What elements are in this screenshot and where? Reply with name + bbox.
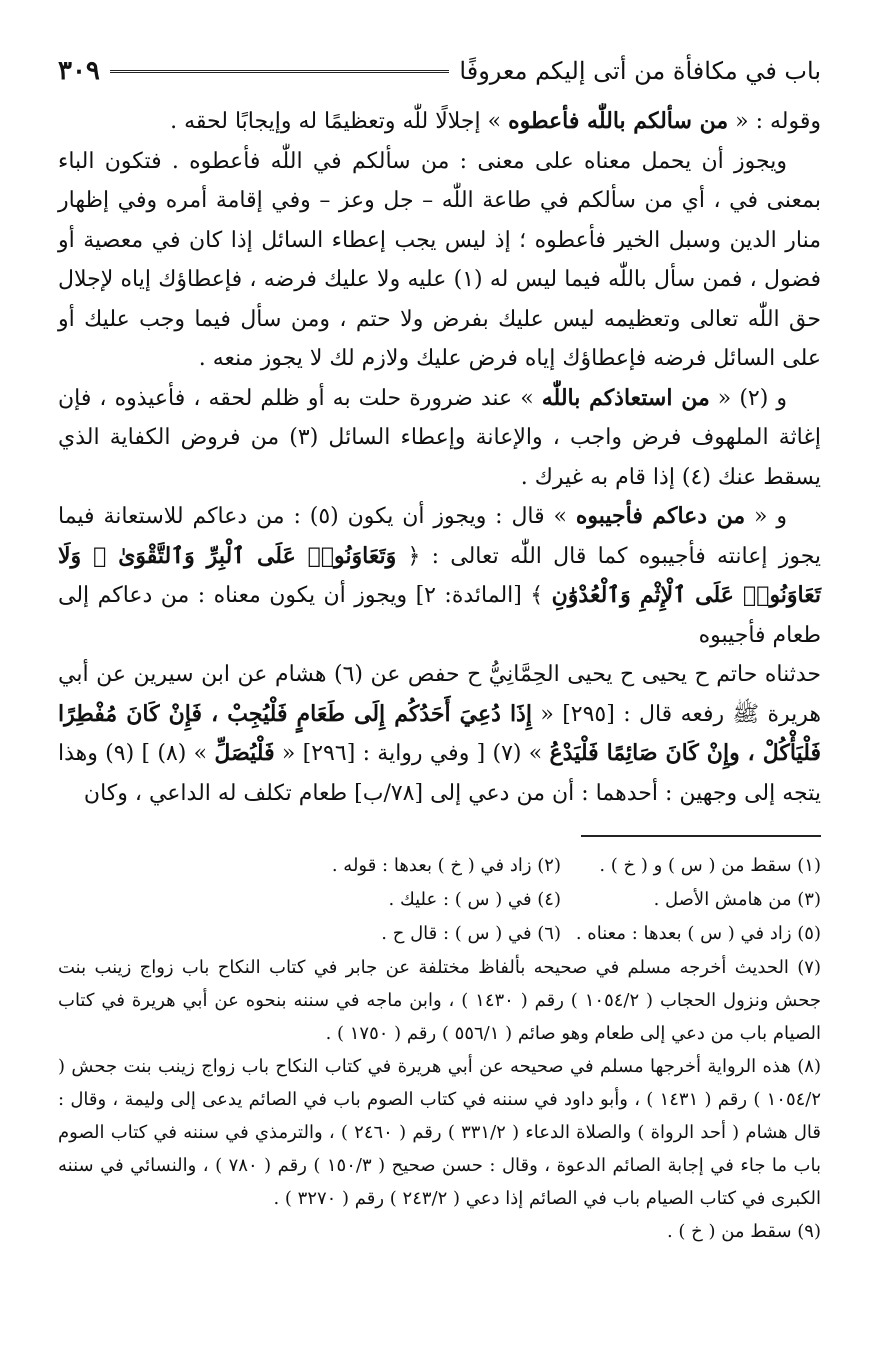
footnote-7: (٧) الحديث أخرجه مسلم في صحيحه بألفاظ مختلفة عن جابر في كتاب النكاح باب زواج زينب بنت جحش ونزول الحجاب ( ١٠٥٤/٢ ) رقم ( ١٤٣٠ ) ، وابن ماجه في سننه بنحوه عن أبي هريرة في كتاب الصيام باب من دعي إلى طعام وهو صائم ( ٥٥٦/١ ) رقم ( ١٧٥٠ ) . [58,957,821,1044]
footnote-row [58,849,821,883]
footnotes [58,849,821,1248]
footnote-8: (٨) هذه الرواية أخرجها مسلم في صحيحه عن أبي هريرة في كتاب النكاح باب زواج زينب بنت جحش ( ١٠٥٤/٢ ) رقم ( ١٤٣١ ) ، وأبو داود في سننه في كتاب الصوم باب في الصائم يدعى إلى وليمة ، وقال : قال هشام ( أحد الرواة ) والصلاة الدعاء ( ٣٣١/٢ ) رقم ( ٢٤٦٠ ) ، والترمذي في سننه في كتاب الصوم باب ما جاء في إجابة الصائم الدعوة ، وقال : حسن صحيح ( ١٥٠/٣ ) رقم ( ٧٨٠ ) ، والنسائي في سننه الكبرى في كتاب الصيام باب في الصائم إذا دعي ( ٢٤٣/٢ ) رقم ( ٣٢٧٠ ) . [58,1056,822,1209]
main-text [58,102,821,813]
paragraph-2: ويجوز أن يحمل معناه على معنى : من سألكم في اللّٰه فأعطوه . فتكون الباء بمعنى في ، أي من سألكم في طاعة اللّٰه – جل وعز – وفي إقامة أمره وفي إظهار منار الدين وسبل الخير فأعطوه ؛ إذ ليس يجب إعطاء السائل إذا كان في معصية أو فضول ، فمن سأل باللّٰه فيما ليس له (١) عليه ولا عليك فرضه ، فإعطاؤك إياه لإجلال حق اللّٰه تعالى وتعظيمه ليس عليك بفرض ولا حتم ، ومن سأل فيما وجب عليك أو على السائل فرضه فإعطاؤك إياه فرض عليك ولازم لك لا يجوز منعه . [58,148,821,371]
text-run: » (٧) [ وفي رواية : [٢٩٦] « [274,741,550,766]
footnote-row [58,917,821,951]
hadith-phrase: من استعاذكم باللّٰه [541,384,710,411]
footnote-1: (١) سقط من ( س ) و ( خ ) . [599,855,821,876]
page-header [58,46,821,96]
footnote-6: (٦) في ( س ) : قال ح . [381,923,561,944]
hadith-phrase: من سألكم باللّٰه فأعطوه [508,108,729,134]
text-run: » إجلالًا للّٰه وتعظيمًا له وإيجابًا لحقه . [170,109,509,134]
running-title: باب في مكافأة من أتى إليكم معروفًا [459,57,821,85]
page-number: ٣٠٩ [58,56,100,86]
text-run: وقوله : « [728,109,821,134]
paragraph-4 [58,497,821,655]
hadith-phrase: من دعاكم فأجيبوه [575,503,746,529]
paragraph-3 [58,379,821,498]
footnote-row [58,883,821,917]
text-run: » قال : ويجوز أن يكون (٥) : من دعاكم للاستعانة فيما يجوز إعانته فأجيبوه كما قال اللّٰه تعالى : ﴿ [58,504,822,569]
header-rule [110,70,450,73]
hadith-text: إِذَا دُعِيَ أَحَدُكُم إِلَى طَعَامٍ فَلْيُجِبْ ، فَإِنْ كَانَ مُفْطِرًا فَلْيَأْكُلْ ، وإِنْ كَانَ صَائِمًا فَلْيَدْعُ [58,700,821,766]
footnote-3: (٣) من هامش الأصل . [653,889,821,910]
footnote-2: (٢) زاد في ( خ ) بعدها : قوله . [331,855,561,876]
text-run: حدثناه حاتم ح يحيى ح يحيى الحِمَّانِيُّ ح حفص عن (٦) هشام عن ابن سيرين عن أبي هريرة ﷺ رفعه قال : [٢٩٥] « [58,662,822,727]
paragraph-5 [58,655,821,813]
footnote-9: (٩) سقط من ( خ ) . [666,1221,821,1242]
text-run: » عند ضرورة حلت به أو ظلم لحقه ، فأعيذوه ، فإن إغاثة الملهوف فرض واجب ، والإعانة وإعطاء السائل (٣) من فروض الكفاية الذي يسقط عنك (٤) إذا قام به غيرك . [58,385,822,490]
quran-verse: وَتَعَاوَنُوا۟ عَلَى ٱلْبِرِّ وَٱلتَّقْوَىٰ ۖ وَلَا تَعَاوَنُوا۟ عَلَى ٱلْإِثْمِ وَٱلْعُدْوَٰنِ [58,542,821,608]
hadith-variant: فَلْيُصَلِّ [214,740,275,766]
text-run: و « [745,504,787,529]
text-run: » (٨) ] (٩) وهذا يتجه إلى وجهين : أحدهما : أن من دعي إلى [٧٨/ب] طعام تكلف له الداعي ، وكان [58,741,821,806]
text-run: و (٢) « [709,385,788,411]
footnote-5: (٥) زاد في ( س ) بعدها : معناه . [575,923,821,944]
paragraph-1 [58,102,821,142]
footnote-separator [581,835,821,837]
footnote-4: (٤) في ( س ) : عليك . [388,889,561,910]
text-run: ﴾ [المائدة: ٢] ويجوز أن يكون معناه : من دعاكم إلى طعام فأجيبوه [58,583,821,648]
